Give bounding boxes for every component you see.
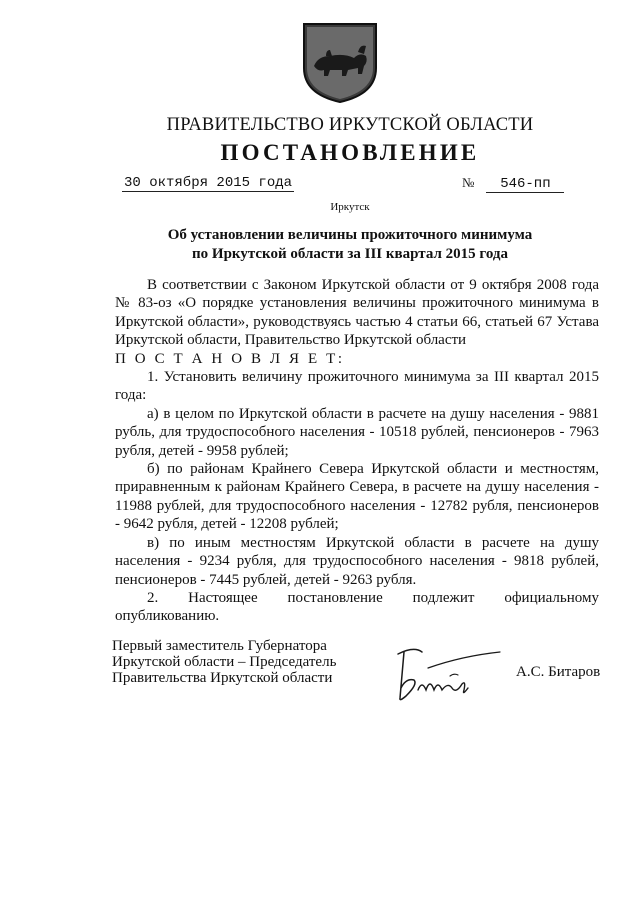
subject-line-2: по Иркутской области за III квартал 2015 года (192, 246, 508, 262)
resolves-heading: П О С Т А Н О В Л Я Е Т: (115, 350, 345, 367)
coat-of-arms-icon (300, 20, 380, 104)
signer-position-line-3: Правительства Иркутской области (112, 670, 333, 686)
decree-number-value: 546-пп (486, 176, 564, 193)
signer-position (112, 638, 336, 686)
subject-line-1: Об установлении величины прожиточного минимума (167, 227, 533, 243)
preamble-paragraph: В соответствии с Законом Иркутской области от 9 октября 2008 года № 83-оз «О порядке установления величины прожиточного минимума в Иркутской области», руководствуясь частью 4 статьи 66, статьей 67 Устава Иркутской области, Правительство Иркутской области (115, 277, 599, 349)
clause-2: 2. Настоящее постановление подлежит официальному опубликованию. (115, 589, 599, 625)
government-name: ПРАВИТЕЛЬСТВО ИРКУТСКОЙ ОБЛАСТИ (166, 115, 534, 135)
signer-position-line-1: Первый заместитель Губернатора (112, 638, 327, 654)
document-subject (100, 226, 600, 264)
clause-1: 1. Установить величину прожиточного минимума за III квартал 2015 года: (115, 369, 599, 404)
handwritten-signature-icon (392, 640, 507, 704)
signer-name: А.С. Битаров (516, 664, 601, 680)
document-type-title: ПОСТАНОВЛЕНИЕ (220, 140, 480, 165)
clause-1-b: б) по районам Крайнего Севера Иркутской области и местностям, приравненным к районам Крайнего Севера, в расчете на душу населения - 11988 рублей, для трудоспособного населения - 12782 рубля, пенсионеров - 9642 рубля, детей - 12208 рублей; (115, 461, 599, 533)
decree-date (122, 175, 294, 191)
signer-position-line-2: Иркутской области – Председатель (112, 654, 337, 670)
clause-1-c: в) по иным местностям Иркутской области в расчете на душу населения - 9234 рубля, для трудоспособного населения - 9818 рублей, пенсионеров - 7445 рублей, детей - 9263 рубля. (115, 534, 599, 588)
city-label: Иркутск (330, 201, 370, 213)
clause-1-a: а) в целом по Иркутской области в расчете на душу населения - 9881 рубль, для трудоспособного населения - 10518 рублей, пенсионеров - 7963 рубля, детей - 9958 рублей; (115, 405, 599, 459)
decree-date-value: 30 октября 2015 года (124, 175, 293, 191)
document-body (115, 276, 599, 626)
decree-number (462, 175, 564, 193)
number-sign: № (462, 175, 475, 190)
